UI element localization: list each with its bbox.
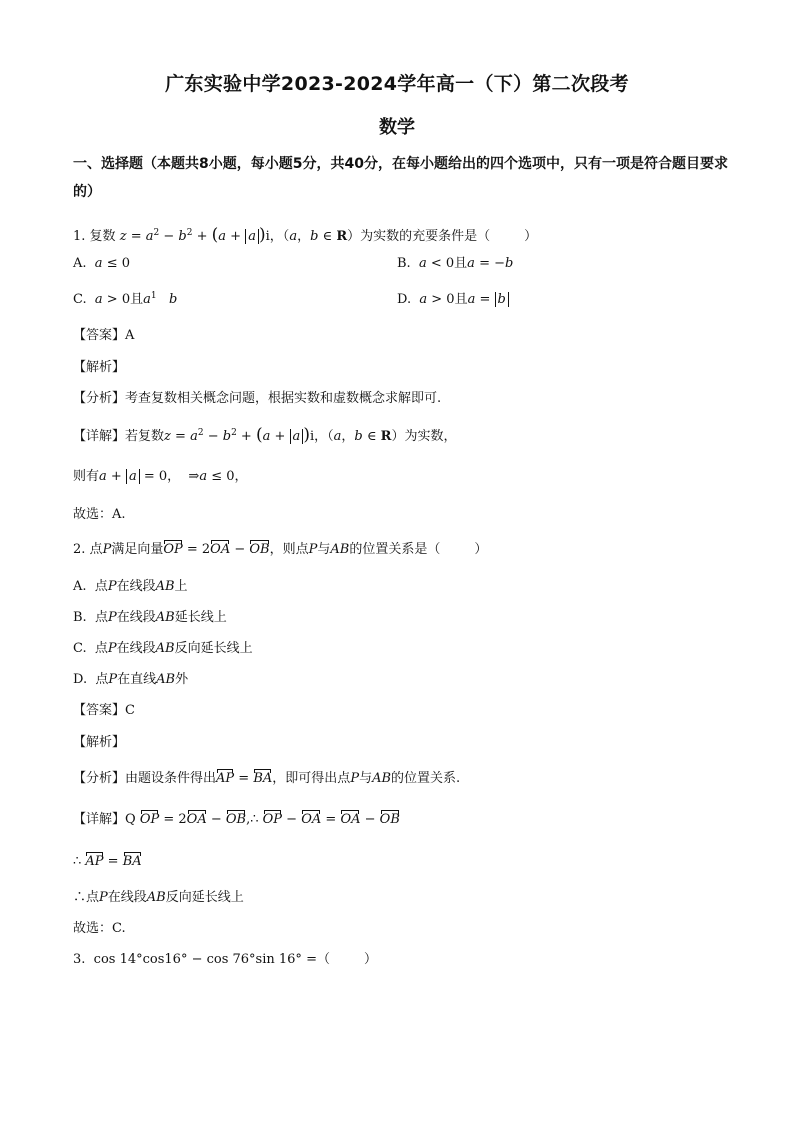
q2-conclusion: 故选：C.	[73, 921, 126, 936]
q2-step: ∴ AP = BA	[73, 854, 142, 869]
subject-title: 数学	[379, 117, 415, 138]
q1-answer: 【答案】A	[73, 328, 135, 343]
q2-analysis-label: 【解析】	[73, 735, 126, 750]
q2-therefore: ∴点P在线段AB反向延长线上	[73, 890, 244, 905]
q2-fenxi: 【分析】由题设条件得出AP = BA，即可得出点P与AB的位置关系.	[73, 771, 461, 786]
q1-option-c: C. a > 0且$a^1$ b	[73, 291, 178, 307]
q1-option-a: A. a ≤ 0	[73, 256, 130, 271]
q2-option-a: A. 点P在线段AB上	[73, 579, 188, 594]
q2-option-d: D. 点P在直线AB外	[73, 672, 189, 687]
section-heading: 一、选择题（本题共8小题，每小题5分，共40分，在每小题给出的四个选项中，只有一项是符合题目要求的）	[73, 156, 728, 200]
question-2: 2. 点P满足向量OP = 2OA − OB，则点P与AB的位置关系是（ ）	[73, 542, 488, 557]
q1-option-b: B. a < 0且a = −b	[397, 256, 514, 271]
q2-option-c: C. 点P在线段AB反向延长线上	[73, 641, 253, 656]
q2-answer: 【答案】C	[73, 703, 135, 718]
q1-analysis-label: 【解析】	[73, 360, 126, 375]
q1-detail: 【详解】若复数$z = a^2 - b^2 + (a + a$ )i，（a，b ∈ R）为实数，	[73, 425, 457, 445]
q1-formula: z	[119, 229, 127, 244]
q1-then: 则有a + a = 0， ⇒a ≤ 0，	[73, 469, 248, 484]
q2-detail: 【详解】Q OP = 2OA − OB,∴ OP − OA = OA − OB	[73, 812, 400, 827]
q1-fenxi: 【分析】考查复数相关概念问题，根据实数和虚数概念求解即可.	[73, 391, 442, 406]
question-1: 1. 复数 $z = a^2 - b^2 + (a + a$ )i，（a，b ∈ R）为实数的充要条件是（ ）	[73, 225, 538, 245]
q2-option-b: B. 点P在线段AB延长线上	[73, 610, 227, 625]
page-title: 广东实验中学2023-2024学年高一（下）第二次段考	[165, 73, 629, 95]
q1-option-d: D. a > 0且a = b	[397, 291, 509, 309]
q1-conclusion: 故选：A.	[73, 507, 126, 522]
question-3: 3. cos 14°cos16° − cos 76°sin 16° =（ ）	[73, 952, 377, 967]
